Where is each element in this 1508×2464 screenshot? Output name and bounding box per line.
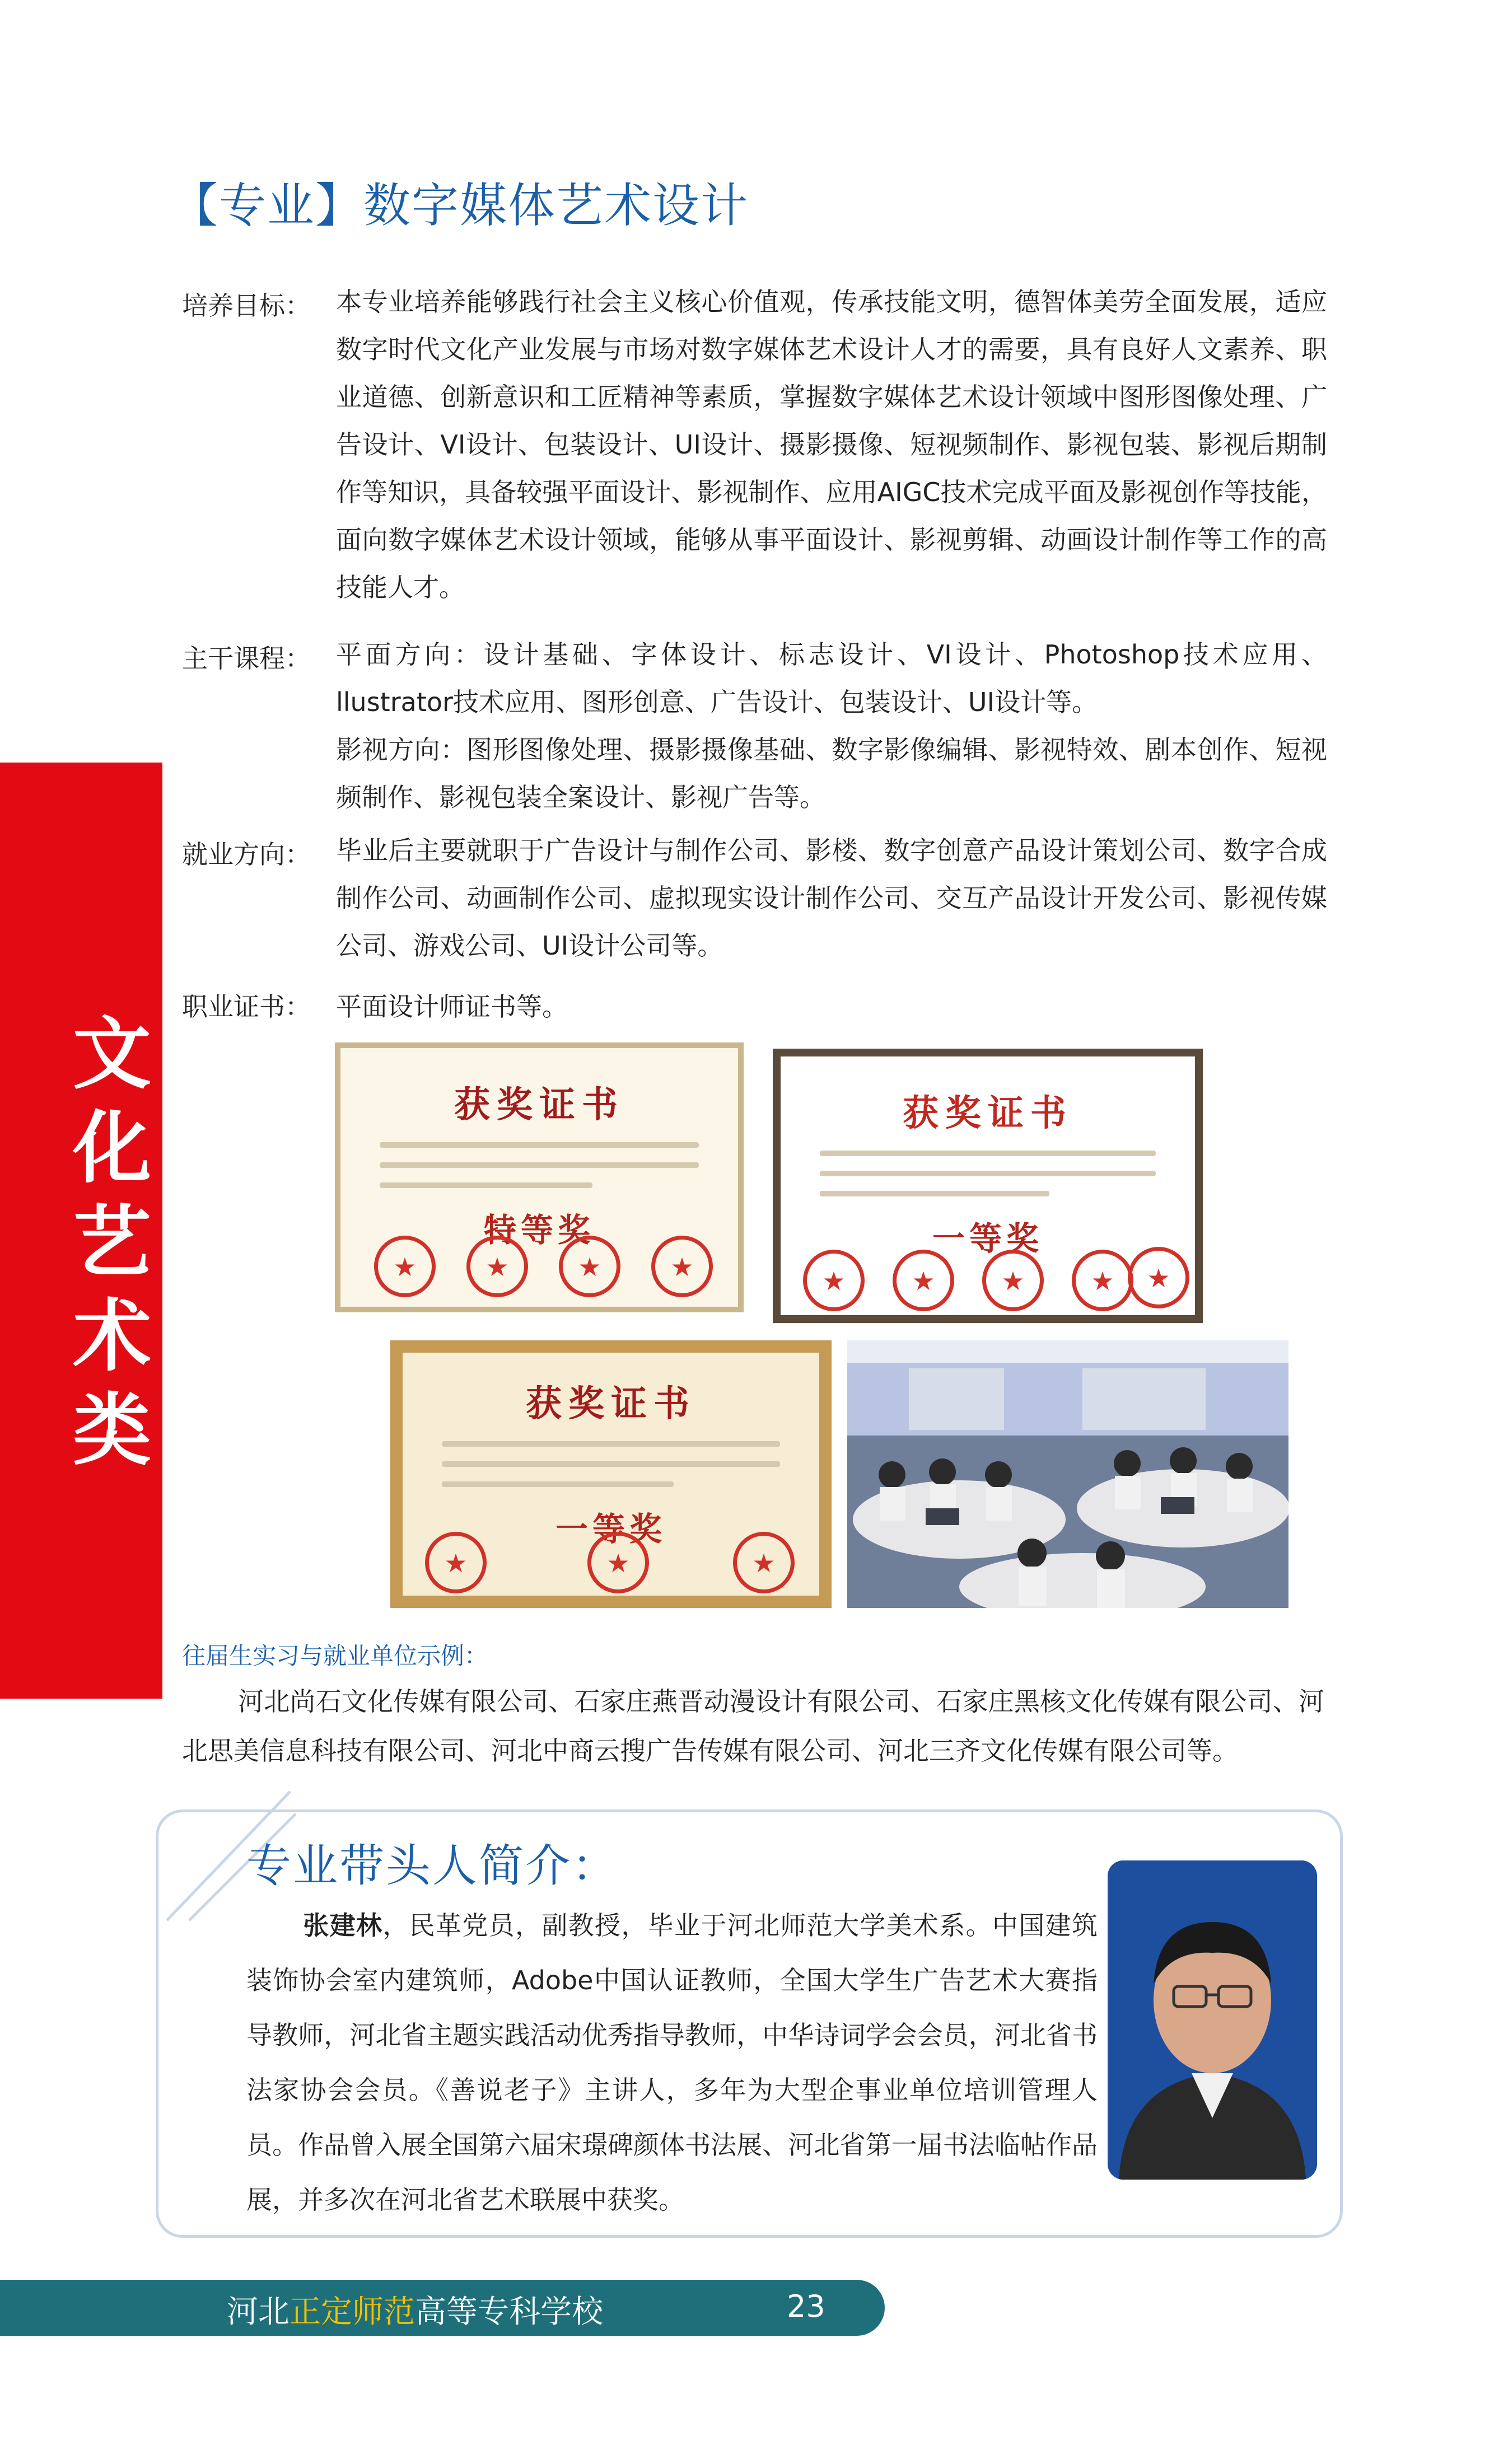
seal-icon — [425, 1532, 487, 1593]
certificate-text-line — [820, 1191, 1049, 1196]
certificate-text-line — [820, 1151, 1156, 1156]
school-name-suffix: 高等专科学校 — [415, 2294, 603, 2330]
seal-icon — [982, 1250, 1044, 1311]
goal-text — [336, 278, 1327, 611]
category-char: 化 — [72, 1103, 151, 1194]
leader-title: 专业带头人简介： — [246, 1840, 618, 1892]
school-name-prefix: 河北 — [227, 2294, 290, 2330]
job-paragraph: 毕业后主要就职于广告设计与制作公司、影楼、数字创意产品设计策划公司、数字合成制作公司、动画制作公司、虚拟现实设计制作公司、交互产品设计开发公司、影视传媒公司、游戏公司、UI设计公司等。 — [336, 835, 1327, 961]
seal-icon — [374, 1236, 436, 1297]
certificate-title: 获奖证书 — [903, 1093, 1073, 1134]
cert-label: 职业证书： — [182, 992, 311, 1022]
category-text — [67, 1008, 157, 1478]
seal-icon — [651, 1236, 713, 1297]
seal-icon — [559, 1236, 620, 1297]
course-text — [336, 631, 1327, 821]
certificate-text-line — [820, 1171, 1156, 1176]
category-char: 艺 — [72, 1197, 151, 1288]
category-char: 类 — [72, 1385, 151, 1476]
bracket-open: 【 — [171, 178, 220, 233]
certificate-title: 获奖证书 — [454, 1084, 624, 1126]
page-heading — [171, 168, 749, 236]
page-number: 23 — [787, 2289, 825, 2324]
job-text — [336, 827, 1327, 970]
certificate-text-line — [442, 1441, 780, 1447]
certificate-text-line — [442, 1481, 674, 1487]
portrait-photo — [1108, 1860, 1317, 2180]
bracket-close: 】 — [315, 178, 364, 233]
award-certificate-image — [773, 1049, 1203, 1323]
certificate-award: 一等奖 — [932, 1219, 1043, 1257]
leader-text — [246, 1898, 1098, 2227]
category-char: 文 — [72, 1009, 151, 1100]
leader-name: 张建林 — [302, 1910, 383, 1941]
seal-icon — [733, 1532, 795, 1593]
award-certificate-image — [390, 1340, 832, 1608]
job-label: 就业方向： — [182, 839, 311, 869]
certificate-text-line — [380, 1182, 592, 1188]
alumni-text: 河北尚石文化传媒有限公司、石家庄燕晋动漫设计有限公司、石家庄黑核文化传媒有限公司、河北思美信息科技有限公司、河北中商云搜广告传媒有限公司、河北三齐文化传媒有限公司等。 — [182, 1686, 1324, 1766]
certificate-award: 特等奖 — [483, 1211, 595, 1249]
goal-label: 培养目标： — [182, 291, 311, 321]
footer-school-name — [227, 2287, 603, 2332]
certificate-award: 一等奖 — [555, 1510, 666, 1548]
seal-icon — [1128, 1247, 1189, 1308]
category-char: 术 — [72, 1291, 151, 1382]
alumni-label: 往届生实习与就业单位示例： — [182, 1642, 488, 1670]
award-certificate-image — [335, 1042, 744, 1312]
seal-icon — [587, 1532, 649, 1593]
goal-paragraph: 本专业培养能够践行社会主义核心价值观，传承技能文明，德智体美劳全面发展，适应数字时代文化产业发展与市场对数字媒体艺术设计人才的需要，具有良好人文素养、职业道德、创新意识和工匠精神等素质，掌握数字媒体艺术设计领域中图形图像处理、广告设计、VI设计、包装设计、UI设计、摄影摄像、短视频制作、影视包装、影视后期制作等知识，具备较强平面设计、影视制作、应用AIGC技术完成平面及影视创作等技能，面向数字媒体艺术设计领域，能够从事平面设计、影视剪辑、动画设计制作等工作的高技能人才。 — [336, 287, 1327, 602]
leader-bio: ，民革党员，副教授，毕业于河北师范大学美术系。中国建筑装饰协会室内建筑师，Adobe中国认证教师，全国大学生广告艺术大赛指导教师，河北省主题实践活动优秀指导教师，中华诗词学会会员，河北省书法家协会会员。《善说老子》主讲人，多年为大型企事业单位培训管理人员。作品曾入展全国第六届宋璟碑颜体书法展、河北省第一届书法临帖作品展，并多次在河北省艺术联展中获奖。 — [246, 1910, 1098, 2215]
seal-icon — [893, 1250, 954, 1311]
cert-text: 平面设计师证书等。 — [336, 992, 568, 1022]
course-film: 影视方向：图形图像处理、摄影摄像基础、数字影像编辑、影视特效、剧本创作、短视频制作、影视包装全案设计、影视广告等。 — [336, 735, 1327, 812]
certificate-text-line — [380, 1142, 699, 1148]
heading-label: 专业 — [219, 178, 316, 233]
classroom-scene — [847, 1340, 1288, 1608]
leader-portrait — [1108, 1860, 1317, 2180]
major-title: 数字媒体艺术设计 — [363, 178, 749, 233]
certificate-text-line — [442, 1461, 780, 1467]
seal-icon — [803, 1250, 865, 1311]
certificate-title: 获奖证书 — [526, 1383, 696, 1425]
certificate-text-line — [380, 1162, 699, 1168]
seal-icon — [1072, 1250, 1133, 1311]
classroom-photo — [847, 1340, 1288, 1608]
school-name-highlight: 正定师范 — [290, 2294, 415, 2330]
seal-icon — [466, 1236, 528, 1297]
course-flat: 平面方向：设计基础、字体设计、标志设计、VI设计、Photoshop技术应用、llustrator技术应用、图形创意、广告设计、包装设计、UI设计等。 — [336, 639, 1327, 717]
course-label: 主干课程： — [182, 643, 311, 674]
